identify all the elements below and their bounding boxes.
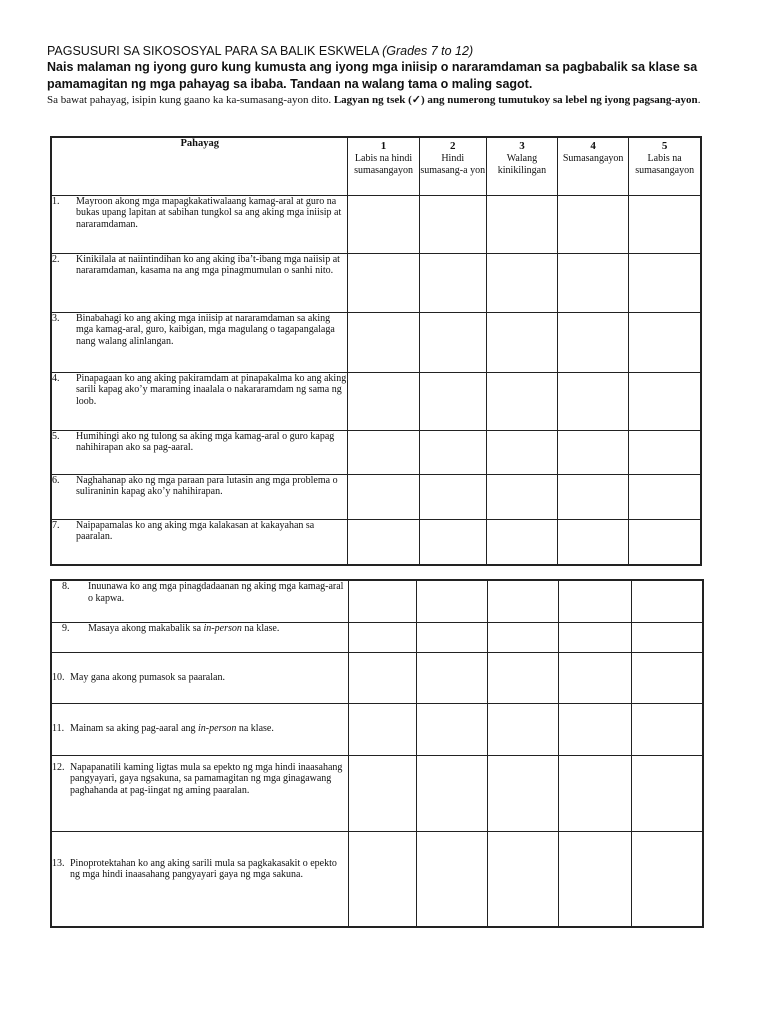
table-row xyxy=(51,703,703,755)
table-row xyxy=(51,430,701,474)
checkbox-cell-3[interactable] xyxy=(486,430,557,474)
item-number: 3. xyxy=(52,312,60,324)
survey-table-part-2 xyxy=(50,579,704,928)
item-text xyxy=(88,623,348,635)
item-text: Naipapamalas ko ang aking mga kalakasan at kakayahan sa paaralan. xyxy=(76,519,315,542)
checkbox-cell-4[interactable] xyxy=(558,312,629,372)
scale-header-3 xyxy=(486,137,557,195)
checkbox-cell-4[interactable] xyxy=(558,474,629,519)
checkbox-cell-1[interactable] xyxy=(348,755,416,831)
item-text: Naghahanap ako ng mga paraan para lutasin ang mga problema o suliraninin kapag ako’y nahihirapan. xyxy=(76,474,338,497)
checkbox-cell-1[interactable] xyxy=(348,430,419,474)
checkbox-cell-3[interactable] xyxy=(486,372,557,430)
survey-table-part-1 xyxy=(50,136,702,566)
checkbox-cell-1[interactable] xyxy=(348,580,416,622)
checkbox-cell-3[interactable] xyxy=(486,195,557,253)
checkbox-cell-2[interactable] xyxy=(416,580,487,622)
checkbox-cell-2[interactable] xyxy=(419,430,486,474)
instructions: Sa bawat pahayag, isipin kung gaano ka ka-sumasang-ayon dito. Lagyan ng tsek (✓) ang numerong tumutukoy sa lebel ng iyong pagsang-ayon. xyxy=(47,94,701,106)
item-number: 1. xyxy=(52,195,60,207)
scale-label: Walang kinikilingan xyxy=(497,152,547,176)
scale-header-4 xyxy=(558,137,629,195)
table-row xyxy=(51,195,701,253)
item-text xyxy=(70,723,348,735)
item-text-part: na klase. xyxy=(241,622,280,634)
table-row xyxy=(51,474,701,519)
checkbox-cell-1[interactable] xyxy=(348,622,416,652)
checkbox-cell-3[interactable] xyxy=(487,831,558,927)
checkbox-cell-3[interactable] xyxy=(487,622,558,652)
item-number: 8. xyxy=(62,581,70,592)
checkbox-cell-4[interactable] xyxy=(558,519,629,565)
item-text-emphasis: in-person xyxy=(203,622,242,634)
checkbox-cell-4[interactable] xyxy=(558,755,631,831)
scale-label: Labis na sumasangayon xyxy=(635,152,695,176)
scale-header-2 xyxy=(419,137,486,195)
checkbox-cell-4[interactable] xyxy=(558,622,631,652)
item-number: 7. xyxy=(52,519,60,531)
checkbox-cell-1[interactable] xyxy=(348,831,416,927)
checkbox-cell-5[interactable] xyxy=(631,703,703,755)
title-grades: (Grades 7 to 12) xyxy=(382,44,474,58)
header xyxy=(47,43,737,107)
checkbox-cell-2[interactable] xyxy=(416,831,487,927)
item-text: Mayroon akong mga mapagkakatiwalaang kamag-aral at guro na bukas upang lapitan at sabihan tungkol sa ang aking mga iniisip at nararamdaman. xyxy=(76,195,342,230)
title-text: PAGSUSURI SA SIKOSOSYAL PARA SA BALIK ESKWELA xyxy=(47,44,379,58)
checkbox-cell-2[interactable] xyxy=(416,703,487,755)
scale-num: 2 xyxy=(449,140,456,152)
item-number: 10. xyxy=(52,671,65,683)
item-text: Kinikilala at naiintindihan ko ang aking iba’t-ibang mga naiisip at nararamdaman, kasama na ang mga pinagmumulan o sanhi nito. xyxy=(76,253,340,276)
table-row xyxy=(51,652,703,703)
checkbox-cell-1[interactable] xyxy=(348,372,419,430)
table-header-row xyxy=(51,137,701,195)
checkbox-cell-3[interactable] xyxy=(486,519,557,565)
scale-num: 1 xyxy=(380,140,387,152)
instructions-bold: Lagyan ng tsek (✓) ang numerong tumutukoy sa lebel ng iyong pagsang-ayon xyxy=(333,94,698,106)
checkbox-cell-4[interactable] xyxy=(558,253,629,312)
item-text-part: Masaya akong makabalik sa xyxy=(88,622,204,634)
checkbox-cell-1[interactable] xyxy=(348,253,419,312)
checkbox-cell-2[interactable] xyxy=(419,519,486,565)
checkbox-cell-5[interactable] xyxy=(629,372,701,430)
scale-num: 5 xyxy=(661,140,668,152)
table-row xyxy=(51,831,703,927)
checkbox-cell-2[interactable] xyxy=(416,755,487,831)
checkbox-cell-5[interactable] xyxy=(631,622,703,652)
item-text: Humihingi ako ng tulong sa aking mga kamag-aral o guro kapag nahihirapan ako sa pag-aaral. xyxy=(76,430,335,453)
checkbox-cell-4[interactable] xyxy=(558,195,629,253)
checkbox-cell-4[interactable] xyxy=(558,703,631,755)
checkbox-cell-5[interactable] xyxy=(629,195,701,253)
checkbox-cell-1[interactable] xyxy=(348,312,419,372)
item-text: Napapanatili kaming ligtas mula sa epekto ng mga hindi inaasahang pangyayari, gaya ngsakuna, sa pamamagitan ng mga ginagawang paghahanda at pag-iingat ng aming paaralan. xyxy=(70,761,343,796)
table-row xyxy=(51,622,703,652)
checkbox-cell-5[interactable] xyxy=(629,430,701,474)
checkbox-cell-1[interactable] xyxy=(348,474,419,519)
item-text-emphasis: in-person xyxy=(198,723,237,735)
item-text: Binabahagi ko ang aking mga iniisip at nararamdaman sa aking mga kamag-aral, guro, kaibigan, mga magulang o tagapangalaga nang walang alinlangan. xyxy=(76,312,335,347)
checkbox-cell-5[interactable] xyxy=(631,652,703,703)
checkbox-cell-3[interactable] xyxy=(487,703,558,755)
checkbox-cell-4[interactable] xyxy=(558,652,631,703)
checkbox-cell-1[interactable] xyxy=(348,195,419,253)
checkbox-cell-2[interactable] xyxy=(419,474,486,519)
checkbox-cell-2[interactable] xyxy=(419,195,486,253)
checkbox-cell-5[interactable] xyxy=(629,312,701,372)
checkbox-cell-3[interactable] xyxy=(486,474,557,519)
checkbox-cell-2[interactable] xyxy=(416,622,487,652)
checkbox-cell-3[interactable] xyxy=(487,652,558,703)
table-row xyxy=(51,580,703,622)
checkbox-cell-2[interactable] xyxy=(419,253,486,312)
item-text: Inuunawa ko ang mga pinagdadaanan ng aking mga kamag-aral o kapwa. xyxy=(88,581,344,604)
item-text: Pinapagaan ko ang aking pakiramdam at pinapakalma ko ang aking sarili kapag ako’y maraming inaalala o nakararamdam ng sama ng loob. xyxy=(76,372,347,407)
checkbox-cell-5[interactable] xyxy=(631,580,703,622)
item-number: 4. xyxy=(52,372,60,384)
table-row xyxy=(51,519,701,565)
checkbox-cell-3[interactable] xyxy=(486,312,557,372)
checkbox-cell-5[interactable] xyxy=(629,519,701,565)
form-title xyxy=(47,43,737,59)
item-text-part: Mainam sa aking pag-aaral ang xyxy=(70,723,199,735)
checkbox-cell-4[interactable] xyxy=(558,430,629,474)
scale-label: Labis na hindi sumasangayon xyxy=(354,152,413,176)
checkbox-cell-5[interactable] xyxy=(631,831,703,927)
checkbox-cell-5[interactable] xyxy=(629,253,701,312)
checkbox-cell-5[interactable] xyxy=(629,474,701,519)
checkbox-cell-4[interactable] xyxy=(558,372,629,430)
table-row xyxy=(51,312,701,372)
checkbox-cell-2[interactable] xyxy=(416,652,487,703)
item-number: 13. xyxy=(52,857,65,869)
item-number: 12. xyxy=(52,761,65,773)
checkbox-cell-1[interactable] xyxy=(348,519,419,565)
checkbox-cell-2[interactable] xyxy=(419,312,486,372)
item-number: 9. xyxy=(62,622,70,634)
checkbox-cell-4[interactable] xyxy=(558,831,631,927)
item-text: May gana akong pumasok sa paaralan. xyxy=(70,671,225,683)
checkbox-cell-1[interactable] xyxy=(348,703,416,755)
checkbox-cell-3[interactable] xyxy=(487,755,558,831)
checkbox-cell-2[interactable] xyxy=(419,372,486,430)
intro-text: Nais malaman ng iyong guro kung kumusta ang iyong mga iniisip o nararamdaman sa pagbabalik sa klase sa pamamagitan ng mga pahayag sa ibaba. Tandaan na walang tama o maling sagot. xyxy=(47,60,698,91)
item-number: 11. xyxy=(52,723,65,735)
scale-header-5 xyxy=(629,137,701,195)
statement-header: Pahayag xyxy=(51,137,348,195)
item-number: 6. xyxy=(52,474,60,486)
checkbox-cell-5[interactable] xyxy=(631,755,703,831)
item-text: Pinoprotektahan ko ang aking sarili mula sa pagkakasakit o epekto ng mga hindi inaasahang pangyayari gaya ng mga sakuna. xyxy=(70,857,337,880)
table-row xyxy=(51,253,701,312)
scale-label: Sumasangayon xyxy=(562,152,624,164)
table-row xyxy=(51,755,703,831)
scale-num: 3 xyxy=(519,140,525,152)
instructions-plain: Sa bawat pahayag, isipin kung gaano ka ka-sumasang-ayon dito. xyxy=(47,94,332,106)
checkbox-cell-3[interactable] xyxy=(486,253,557,312)
table-row xyxy=(51,372,701,430)
checkbox-cell-1[interactable] xyxy=(348,652,416,703)
checkbox-cell-3[interactable] xyxy=(487,580,558,622)
checkbox-cell-4[interactable] xyxy=(558,580,631,622)
item-number: 5. xyxy=(52,430,60,442)
item-text-part: na klase. xyxy=(236,723,274,735)
scale-header-1 xyxy=(348,137,419,195)
scale-label: Hindi sumasang-a yon xyxy=(420,152,486,176)
scale-num: 4 xyxy=(590,140,596,152)
item-number: 2. xyxy=(52,253,60,265)
